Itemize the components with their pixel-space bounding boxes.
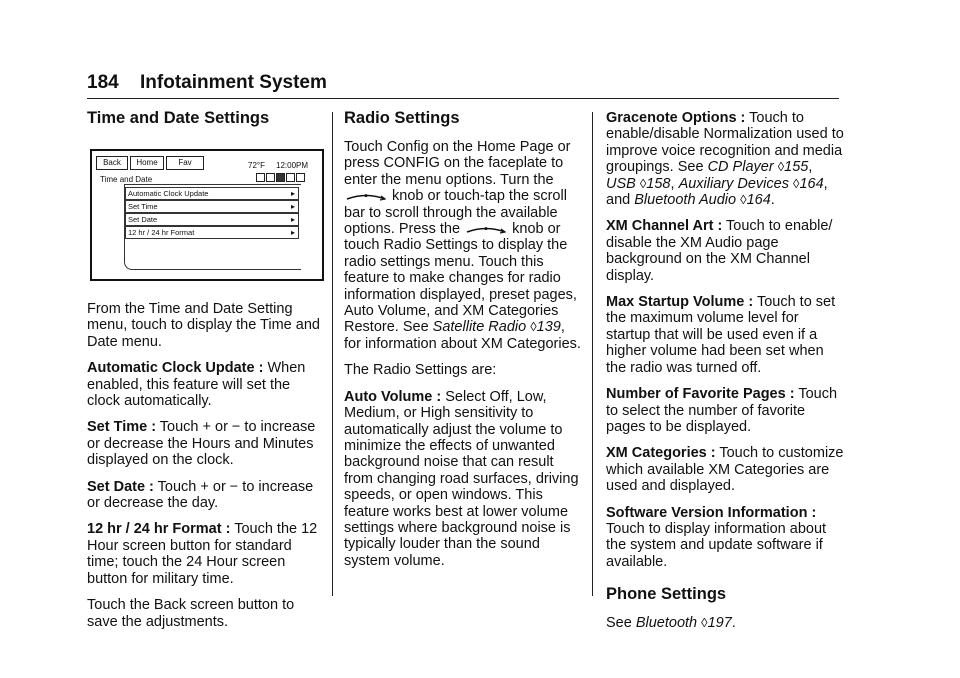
page-ref-icon: ◊ xyxy=(639,175,647,191)
definition: Touch to enable/disable Normalization used to improve voice recognition and media groupings. See xyxy=(606,110,844,176)
set-time-entry xyxy=(87,419,327,468)
bluetooth-audio-page[interactable]: 164 xyxy=(746,192,771,209)
screen-status-icon xyxy=(296,173,305,182)
screen-menu-item xyxy=(125,226,299,239)
cd-player-page[interactable]: 155 xyxy=(784,159,809,176)
radio-intro xyxy=(344,139,584,352)
usb-link[interactable]: USB xyxy=(606,175,636,192)
screen-status-icon xyxy=(266,173,275,182)
radio-intro-text: , for information about XM Categories. xyxy=(344,319,581,352)
screen-status-icon xyxy=(276,173,285,182)
page-ref-icon: ◊ xyxy=(701,615,708,631)
screen-menu-item xyxy=(125,187,299,200)
xm-channel-art-entry xyxy=(606,218,844,284)
auto-volume-entry xyxy=(344,389,584,569)
definition: Select Off, Low, Medium, or High sensitivity to automatically adjust the volume to minimize the effects of unwanted background noise that can result from changing road surfaces, driving speeds, or open windows. This feature works best at lower volume settings where background noise is typically louder than the sound system volume. xyxy=(344,388,579,569)
term: Gracenote Options : xyxy=(606,110,746,126)
radio-intro-text: knob or touch-tap the scroll bar to scroll through the available options. Press the xyxy=(344,188,567,238)
screen-menu-item-label: Set Time xyxy=(128,202,158,211)
section-heading-phone: Phone Settings xyxy=(606,585,727,604)
definition: When enabled, this feature will set the clock automatically. xyxy=(87,360,306,410)
definition: Touch the 12 Hour screen button for standard time; touch the 24 Hour screen button for military time. xyxy=(87,521,318,587)
screen-temperature: 72°F xyxy=(248,161,265,170)
section-heading-time-date: Time and Date Settings xyxy=(87,109,270,127)
auxiliary-devices-page[interactable]: 164 xyxy=(799,175,824,192)
page-ref-icon: ◊ xyxy=(530,319,537,335)
chevron-right-icon: ▸ xyxy=(290,189,295,198)
column-divider-2 xyxy=(592,112,593,596)
favorite-pages-entry xyxy=(606,386,844,435)
term: Set Date : xyxy=(87,478,154,495)
term: XM Channel Art : xyxy=(606,218,723,235)
see-text: See xyxy=(606,615,632,632)
tune-knob-icon xyxy=(346,191,386,201)
satellite-radio-page[interactable]: 139 xyxy=(536,319,561,336)
column-radio xyxy=(344,108,584,579)
column-divider-1 xyxy=(332,112,333,596)
auxiliary-devices-link[interactable]: Auxiliary Devices xyxy=(678,175,789,192)
screen-title: Time and Date xyxy=(100,175,153,184)
screen-menu-list xyxy=(124,184,301,270)
definition: Touch to enable/ disable the XM Audio page background on the XM Channel display. xyxy=(606,218,833,284)
screen-menu-item-label: 12 hr / 24 hr Format xyxy=(128,228,195,237)
page-ref-icon: ◊ xyxy=(740,192,747,208)
time-date-intro: From the Time and Date Setting menu, touch to display the Time and Date menu. xyxy=(87,301,320,350)
term: Number of Favorite Pages : xyxy=(606,386,795,403)
section-heading-radio: Radio Settings xyxy=(344,109,460,127)
definition: Touch to set the maximum volume level for startup that will be used even if a higher volume had been set when the radio was turned off. xyxy=(606,294,836,376)
term: Max Startup Volume : xyxy=(606,294,754,311)
screen-fav-button: Fav xyxy=(166,156,204,170)
screen-status-icon xyxy=(256,173,265,182)
usb-page[interactable]: 158 xyxy=(646,175,671,192)
radio-intro-text: knob or touch Radio Settings to display the radio settings menu. Touch this feature to make changes for radio information displayed, preset pages, Auto Volume, and XM Categories Restore. See xyxy=(344,221,577,336)
page-ref-icon: ◊ xyxy=(777,159,785,175)
software-version-entry xyxy=(606,505,844,571)
gracenote-entry: Gracenote Options : Touch to enable/disable Normalization used to improve voice recognition and media groupings. See CD Player ◊155, USB ◊158, Auxiliary Devices ◊164, and Bluetooth Audio ◊164. xyxy=(606,110,844,209)
term: Automatic Clock Update : xyxy=(87,360,264,377)
definition: Touch to display information about the system and update software if available. xyxy=(606,520,827,570)
screen-menu-item xyxy=(125,200,299,213)
screen-home-button: Home xyxy=(130,156,164,170)
column-time-date xyxy=(87,108,327,640)
screen-clock: 12:00PM xyxy=(276,161,309,170)
bluetooth-link[interactable]: Bluetooth xyxy=(635,615,698,632)
screen-back-button: Back xyxy=(96,156,128,170)
screen-menu-item-label: Automatic Clock Update xyxy=(128,189,209,198)
connector-text: , and xyxy=(606,175,828,209)
bluetooth-audio-link[interactable]: Bluetooth Audio xyxy=(634,192,737,209)
radio-intro-text: Touch Config on the Home Page or press CONFIG on the faceplate to enter the menu options. Turn the xyxy=(344,139,571,188)
satellite-radio-link[interactable]: Satellite Radio xyxy=(432,319,527,336)
chevron-right-icon: ▸ xyxy=(290,202,295,211)
xm-categories-entry xyxy=(606,445,844,494)
term: XM Categories : xyxy=(606,445,716,462)
chevron-right-icon: ▸ xyxy=(290,228,295,237)
column-radio-continued xyxy=(606,110,844,642)
term: Set Time : xyxy=(87,419,157,436)
tune-knob-icon xyxy=(466,224,506,234)
definition: Touch + or − to increase or decrease the day. xyxy=(87,478,314,512)
set-date-entry xyxy=(87,479,327,512)
cd-player-link[interactable]: CD Player xyxy=(707,159,774,176)
definition: Touch to select the number of favorite pages to be displayed. xyxy=(606,386,838,435)
screen-menu-item xyxy=(125,213,299,226)
radio-settings-are: The Radio Settings are: xyxy=(344,362,497,379)
definition: Touch + or − to increase or decrease the Hours and Minutes displayed on the clock. xyxy=(87,419,316,469)
screen-status-icon xyxy=(286,173,295,182)
time-date-outro: Touch the Back screen button to save the adjustments. xyxy=(87,597,295,630)
term: Software Version Information : xyxy=(606,504,817,521)
format-entry xyxy=(87,521,327,587)
page-header xyxy=(87,72,839,96)
max-startup-volume-entry xyxy=(606,294,844,376)
screen-menu-item-label: Set Date xyxy=(128,215,158,224)
bluetooth-page[interactable]: 197 xyxy=(707,615,732,632)
auto-clock-update-entry xyxy=(87,360,327,409)
time-date-screen-illustration xyxy=(90,149,324,281)
page-number: 184 xyxy=(87,72,119,93)
phone-settings-text: See Bluetooth ◊197. xyxy=(606,615,736,632)
definition: Touch to customize which available XM Categories are used and displayed. xyxy=(606,445,844,495)
term: 12 hr / 24 hr Format : xyxy=(87,521,231,538)
header-divider xyxy=(87,98,839,99)
page-ref-icon: ◊ xyxy=(793,175,800,191)
chapter-title: Infotainment System xyxy=(140,72,327,93)
chevron-right-icon: ▸ xyxy=(290,215,295,224)
term: Auto Volume : xyxy=(344,388,442,405)
